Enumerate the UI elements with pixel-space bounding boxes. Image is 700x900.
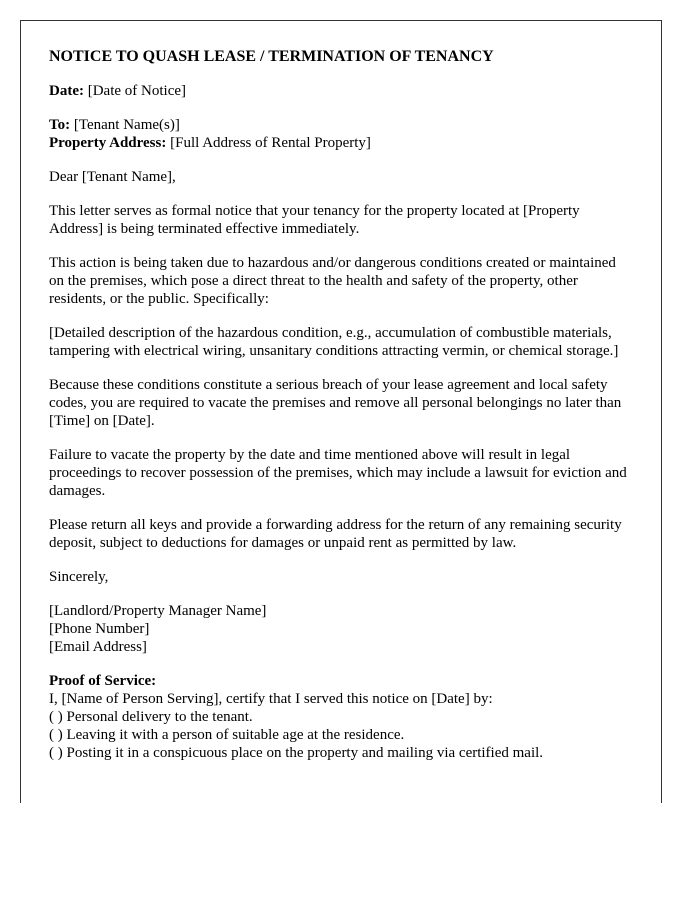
proof-heading: Proof of Service:	[49, 673, 157, 689]
proof-statement: I, [Name of Person Serving], certify that I served this notice on [Date] by:	[49, 691, 493, 707]
date-label: Date:	[49, 83, 84, 99]
proof-option: ( ) Posting it in a conspicuous place on the property and mailing via certified mail.	[49, 745, 544, 761]
to-value: [Tenant Name(s)]	[73, 117, 180, 133]
to-line	[49, 116, 633, 134]
notice-document	[20, 20, 662, 803]
signature-block	[49, 602, 633, 656]
property-value: [Full Address of Rental Property]	[170, 135, 371, 151]
signature-name: [Landlord/Property Manager Name]	[49, 603, 267, 619]
proof-of-service	[49, 672, 633, 762]
signature-phone: [Phone Number]	[49, 621, 150, 637]
property-label: Property Address:	[49, 135, 167, 151]
date-value: [Date of Notice]	[87, 83, 187, 99]
paragraph: Because these conditions constitute a serious breach of your lease agreement and local safety codes, you are required to vacate the premises and remove all personal belongings no later than [Time] on [Date].	[49, 377, 622, 429]
paragraph: Failure to vacate the property by the date and time mentioned above will result in legal proceedings to recover possession of the premises, which may include a lawsuit for eviction and damages.	[49, 447, 627, 499]
date-line	[49, 82, 633, 100]
paragraph: [Detailed description of the hazardous condition, e.g., accumulation of combustible materials, tampering with electrical wiring, unsanitary conditions attracting vermin, or chemical storage.]	[49, 325, 619, 359]
paragraph: This letter serves as formal notice that your tenancy for the property located at [Property Address] is being terminated effective immediately.	[49, 203, 580, 237]
closing: Sincerely,	[49, 569, 109, 585]
proof-option: ( ) Personal delivery to the tenant.	[49, 709, 253, 725]
signature-email: [Email Address]	[49, 639, 147, 655]
paragraph: Please return all keys and provide a forwarding address for the return of any remaining security deposit, subject to deductions for damages or unpaid rent as permitted by law.	[49, 517, 622, 551]
salutation: Dear [Tenant Name],	[49, 169, 176, 185]
paragraph: This action is being taken due to hazardous and/or dangerous conditions created or maintained on the premises, which pose a direct threat to the health and safety of the property, other residents, or the public. Specifically:	[49, 255, 616, 307]
property-line	[49, 134, 633, 152]
document-title: NOTICE TO QUASH LEASE / TERMINATION OF TENANCY	[49, 48, 494, 65]
to-label: To:	[49, 117, 71, 133]
proof-option: ( ) Leaving it with a person of suitable age at the residence.	[49, 727, 405, 743]
recipient-block	[49, 116, 633, 152]
